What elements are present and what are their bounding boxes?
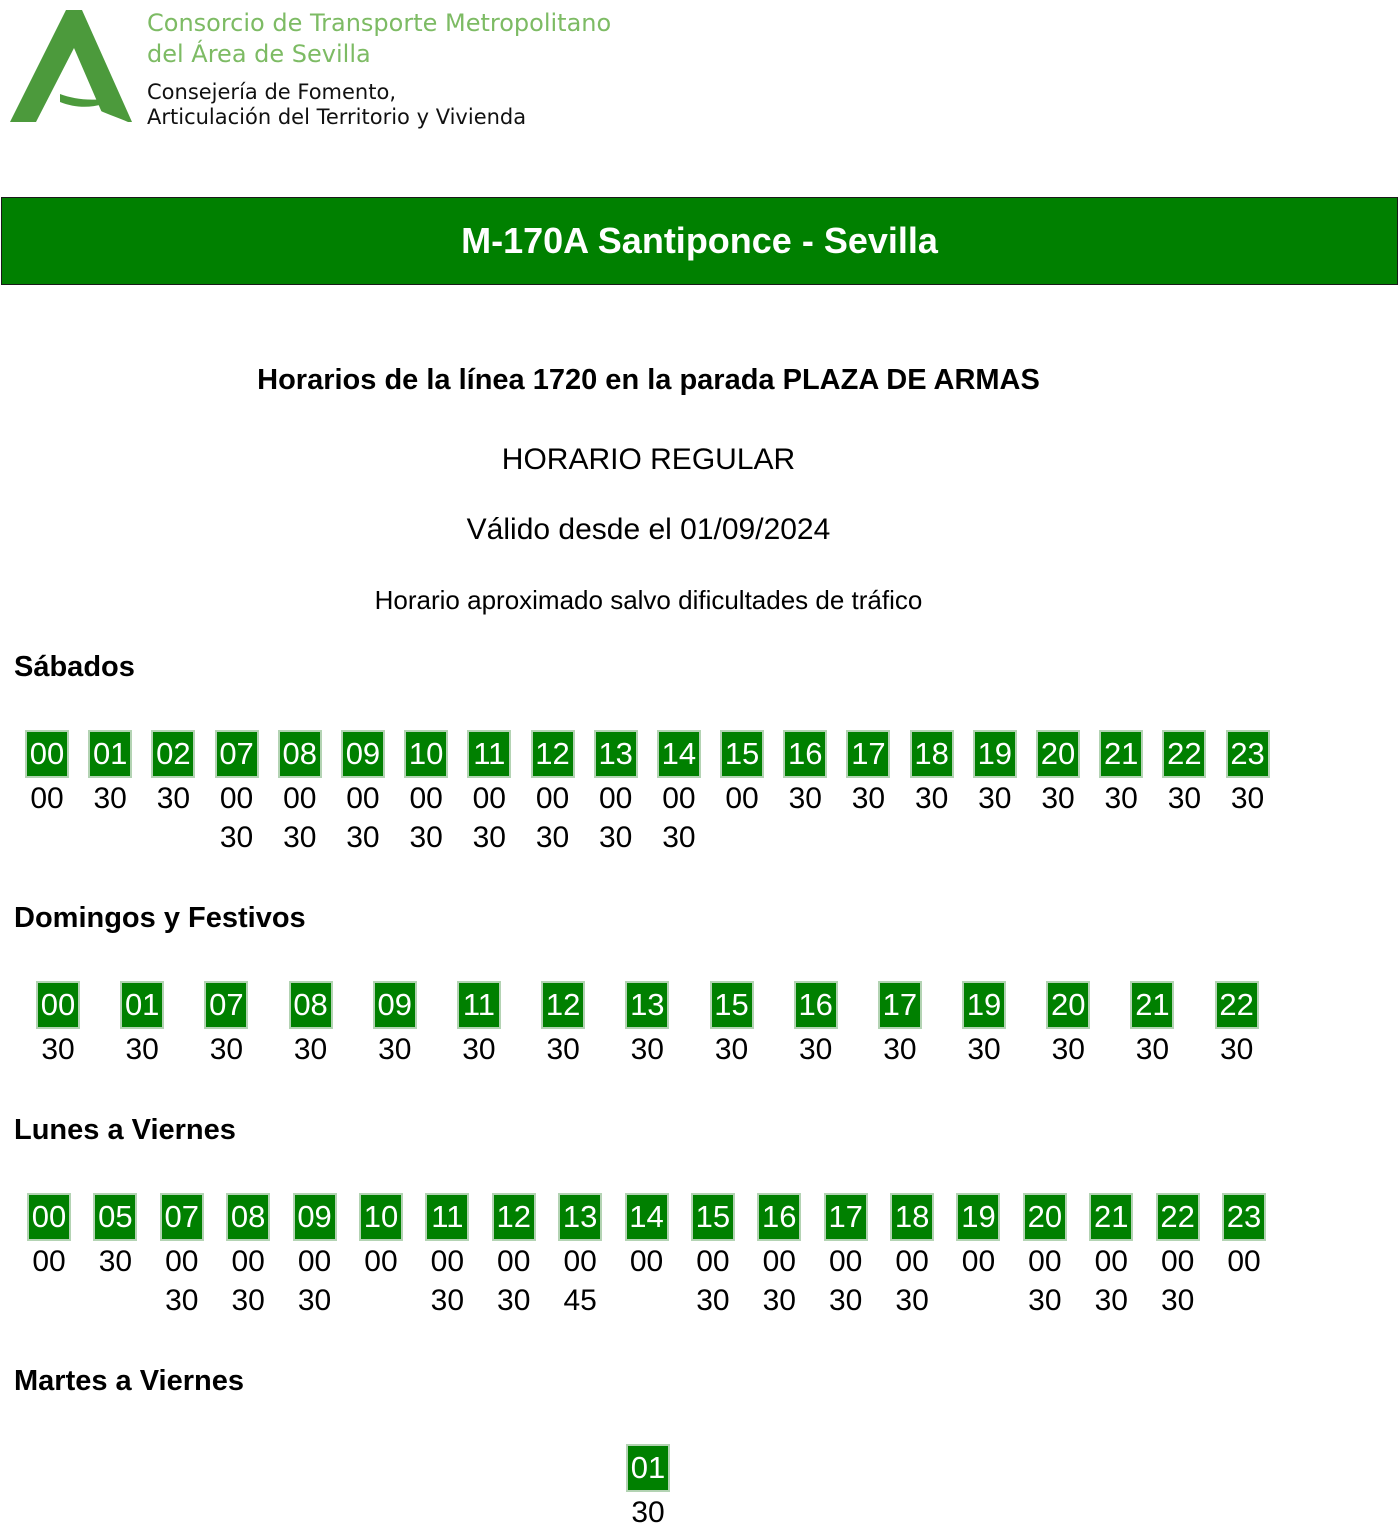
hour-box: 14 xyxy=(657,730,701,778)
minute-value: 30 xyxy=(165,1284,199,1317)
minute-value: 00 xyxy=(497,1245,531,1278)
minute-value: 30 xyxy=(799,1033,833,1066)
minutes-list xyxy=(631,1030,664,1069)
minutes-list xyxy=(662,779,695,857)
minute-value: 30 xyxy=(662,821,696,854)
hour-column xyxy=(530,730,576,857)
hour-box: 20 xyxy=(1023,1193,1067,1241)
minute-value: 30 xyxy=(297,1284,332,1317)
hour-box: 07 xyxy=(204,981,248,1029)
minutes-list xyxy=(431,1242,464,1320)
minutes-list xyxy=(298,1242,331,1320)
hour-column xyxy=(24,730,70,857)
minute-value: 30 xyxy=(714,1033,749,1066)
minute-value: 30 xyxy=(1167,782,1202,815)
minute-value: 30 xyxy=(472,821,506,854)
hour-box: 12 xyxy=(541,981,585,1029)
minute-value: 00 xyxy=(829,1245,863,1278)
hour-column xyxy=(719,730,765,857)
minutes-list xyxy=(725,779,758,818)
minutes-list xyxy=(883,1030,916,1069)
minute-value: 30 xyxy=(895,1284,929,1317)
minutes-list xyxy=(630,1242,663,1281)
hour-box: 12 xyxy=(531,730,575,778)
hour-column xyxy=(358,1193,404,1320)
hour-column xyxy=(823,1193,869,1320)
minutes-list xyxy=(829,1242,862,1320)
hour-box: 18 xyxy=(890,1193,934,1241)
hour-box: 11 xyxy=(425,1193,469,1241)
section-title-martes-viernes: Martes a Viernes xyxy=(14,1365,244,1397)
minutes-list xyxy=(1136,1030,1169,1069)
hour-column xyxy=(277,730,323,857)
hour-box: 16 xyxy=(757,1193,801,1241)
minute-value: 30 xyxy=(409,821,443,854)
hour-column xyxy=(1129,981,1175,1069)
minutes-list xyxy=(462,1030,495,1069)
hour-column xyxy=(961,981,1007,1069)
traffic-note: Horario aproximado salvo dificultades de tráfico xyxy=(374,585,923,615)
hour-box: 14 xyxy=(625,1193,669,1241)
minutes-list xyxy=(763,1242,796,1320)
minutes-list xyxy=(210,1030,243,1069)
hour-box: 08 xyxy=(278,730,322,778)
hour-column xyxy=(1088,1193,1134,1320)
department-line-2: Articulación del Territorio y Vivienda xyxy=(147,105,527,129)
minute-value: 00 xyxy=(662,782,696,815)
hour-box: 17 xyxy=(846,730,890,778)
hour-box: 11 xyxy=(457,981,501,1029)
hour-column xyxy=(793,981,839,1069)
hour-column xyxy=(1225,730,1271,857)
hour-column xyxy=(1045,981,1091,1069)
hour-box: 08 xyxy=(226,1193,270,1241)
minute-value: 30 xyxy=(156,782,191,815)
hour-box: 13 xyxy=(594,730,638,778)
hour-column xyxy=(466,730,512,857)
minutes-list xyxy=(346,779,379,857)
minutes-list xyxy=(220,779,253,857)
section-title-sabados: Sábados xyxy=(14,651,135,683)
hour-column xyxy=(288,981,334,1069)
hour-box: 13 xyxy=(558,1193,602,1241)
minutes-list xyxy=(294,1030,327,1069)
hour-column xyxy=(955,1193,1001,1320)
hour-box: 17 xyxy=(878,981,922,1029)
minute-value: 30 xyxy=(535,821,570,854)
hour-column xyxy=(92,1193,138,1320)
minutes-list xyxy=(915,779,948,818)
route-title: M-170A Santiponce - Sevilla xyxy=(461,220,938,261)
minute-value: 30 xyxy=(883,1033,917,1066)
hour-box: 17 xyxy=(824,1193,868,1241)
hour-box: 00 xyxy=(25,730,69,778)
minute-value: 30 xyxy=(851,782,886,815)
minute-value: 00 xyxy=(430,1245,465,1278)
minutes-list xyxy=(1095,1242,1128,1320)
minute-value: 30 xyxy=(462,1033,496,1066)
minutes-list xyxy=(599,779,632,857)
hour-box: 12 xyxy=(492,1193,536,1241)
route-title-banner xyxy=(1,197,1398,285)
hour-box: 18 xyxy=(910,730,954,778)
minute-value: 30 xyxy=(41,1033,75,1066)
minute-value: 30 xyxy=(631,1496,665,1529)
hour-column xyxy=(159,1193,205,1320)
hour-column xyxy=(35,981,81,1069)
minute-value: 30 xyxy=(1051,1033,1085,1066)
minute-value: 30 xyxy=(346,821,380,854)
hour-box: 19 xyxy=(956,1193,1000,1241)
minute-value: 30 xyxy=(829,1284,863,1317)
minute-value: 00 xyxy=(725,782,759,815)
hour-box: 00 xyxy=(27,1193,71,1241)
minute-value: 00 xyxy=(219,782,254,815)
minute-value: 30 xyxy=(762,1284,796,1317)
hour-box: 07 xyxy=(215,730,259,778)
minute-value: 30 xyxy=(209,1033,244,1066)
minutes-list xyxy=(1161,1242,1194,1320)
hour-column xyxy=(225,1193,271,1320)
hour-column xyxy=(292,1193,338,1320)
minute-value: 30 xyxy=(231,1284,265,1317)
minutes-list xyxy=(1168,779,1201,818)
hour-column xyxy=(372,981,418,1069)
hour-column xyxy=(624,1193,670,1320)
minutes-list xyxy=(364,1242,397,1281)
hour-column xyxy=(1035,730,1081,857)
timetable-lunes-viernes xyxy=(26,1193,1267,1320)
minutes-list xyxy=(99,1242,132,1281)
organization-text xyxy=(147,8,611,130)
hour-box: 09 xyxy=(293,1193,337,1241)
hour-box: 22 xyxy=(1156,1193,1200,1241)
department-line-1: Consejería de Fomento, xyxy=(147,80,396,104)
hour-column xyxy=(690,1193,736,1320)
minute-value: 30 xyxy=(125,1033,159,1066)
minutes-list xyxy=(126,1030,159,1069)
minute-value: 30 xyxy=(1230,782,1265,815)
minutes-list xyxy=(715,1030,748,1069)
hour-column xyxy=(340,730,386,857)
hour-column xyxy=(709,981,755,1069)
minutes-list xyxy=(41,1030,74,1069)
minute-value: 00 xyxy=(346,782,380,815)
junta-andalucia-logo xyxy=(10,10,132,126)
minute-value: 00 xyxy=(231,1245,265,1278)
minute-value: 00 xyxy=(30,782,64,815)
minute-value: 00 xyxy=(535,782,570,815)
minute-value: 30 xyxy=(914,782,949,815)
minute-value: 45 xyxy=(563,1284,597,1317)
minute-value: 30 xyxy=(430,1284,465,1317)
hour-column xyxy=(491,1193,537,1320)
org-name-line-1: Consorcio de Transporte Metropolitano xyxy=(147,9,612,37)
minutes-list xyxy=(895,1242,928,1320)
minute-value: 30 xyxy=(788,782,822,815)
hour-box: 22 xyxy=(1162,730,1206,778)
minute-value: 30 xyxy=(967,1033,1001,1066)
minutes-list xyxy=(631,1493,664,1532)
hour-column xyxy=(87,730,133,857)
minutes-list xyxy=(967,1030,1000,1069)
minutes-list xyxy=(799,1030,832,1069)
hour-column xyxy=(845,730,891,857)
minute-value: 30 xyxy=(696,1284,730,1317)
hour-column xyxy=(1221,1193,1267,1320)
minute-value: 30 xyxy=(283,821,317,854)
minute-value: 30 xyxy=(1041,782,1075,815)
minutes-list xyxy=(473,779,506,857)
hour-box: 22 xyxy=(1215,981,1259,1029)
hour-box: 02 xyxy=(151,730,195,778)
timetable-domingos xyxy=(35,981,1260,1069)
minutes-list xyxy=(165,1242,198,1320)
hour-box: 21 xyxy=(1099,730,1143,778)
hour-box: 01 xyxy=(88,730,132,778)
hour-column xyxy=(1214,981,1260,1069)
hour-box: 16 xyxy=(783,730,827,778)
minute-value: 00 xyxy=(961,1245,996,1278)
minute-value: 00 xyxy=(364,1245,398,1278)
hour-column xyxy=(26,1193,72,1320)
minute-value: 30 xyxy=(978,782,1012,815)
hour-box: 15 xyxy=(691,1193,735,1241)
minutes-list xyxy=(1041,779,1074,818)
minutes-list xyxy=(789,779,822,818)
minute-value: 30 xyxy=(219,821,254,854)
hour-box: 01 xyxy=(120,981,164,1029)
hour-box: 19 xyxy=(973,730,1017,778)
minutes-list xyxy=(231,1242,264,1320)
minutes-list xyxy=(1052,1030,1085,1069)
hour-box: 09 xyxy=(373,981,417,1029)
minute-value: 30 xyxy=(630,1033,664,1066)
hour-column xyxy=(756,1193,802,1320)
valid-from-date: Válido desde el 01/09/2024 xyxy=(466,513,831,546)
minutes-list xyxy=(962,1242,995,1281)
hour-box: 01 xyxy=(626,1444,670,1492)
minute-value: 30 xyxy=(497,1284,531,1317)
minute-value: 00 xyxy=(629,1245,664,1278)
hour-column xyxy=(1022,1193,1068,1320)
minute-value: 00 xyxy=(165,1245,199,1278)
minute-value: 00 xyxy=(1094,1245,1128,1278)
hour-column xyxy=(889,1193,935,1320)
minute-value: 30 xyxy=(98,1245,133,1278)
header xyxy=(0,0,1399,190)
hour-column xyxy=(1161,730,1207,857)
hour-column xyxy=(877,981,923,1069)
schedule-type: HORARIO REGULAR xyxy=(501,443,796,476)
minute-value: 00 xyxy=(32,1245,66,1278)
minute-value: 00 xyxy=(563,1245,597,1278)
hour-column xyxy=(1155,1193,1201,1320)
hour-box: 15 xyxy=(720,730,764,778)
hour-column xyxy=(203,981,249,1069)
minutes-list xyxy=(852,779,885,818)
hour-column xyxy=(593,730,639,857)
minutes-list xyxy=(1220,1030,1253,1069)
org-name-line-2: del Área de Sevilla xyxy=(147,40,371,68)
minute-value: 00 xyxy=(762,1245,796,1278)
hour-column xyxy=(656,730,702,857)
minutes-list xyxy=(378,1030,411,1069)
hour-box: 21 xyxy=(1130,981,1174,1029)
hour-column xyxy=(424,1193,470,1320)
minute-value: 30 xyxy=(1104,782,1138,815)
hour-box: 16 xyxy=(794,981,838,1029)
minute-value: 30 xyxy=(293,1033,328,1066)
hour-column xyxy=(150,730,196,857)
hour-column xyxy=(625,1444,671,1532)
section-title-domingos: Domingos y Festivos xyxy=(14,902,306,934)
hour-column xyxy=(456,981,502,1069)
minute-value: 30 xyxy=(1094,1284,1128,1317)
minutes-list xyxy=(497,1242,530,1320)
minutes-list xyxy=(1227,1242,1260,1281)
minute-value: 30 xyxy=(1219,1033,1254,1066)
minutes-list xyxy=(536,779,569,857)
minutes-list xyxy=(978,779,1011,818)
minute-value: 30 xyxy=(1160,1284,1195,1317)
stop-title: Horarios de la línea 1720 en la parada PLAZA DE ARMAS xyxy=(257,364,1040,396)
minute-value: 00 xyxy=(1227,1245,1261,1278)
minutes-list xyxy=(409,779,442,857)
minute-value: 00 xyxy=(472,782,506,815)
minutes-list xyxy=(563,1242,596,1320)
hour-column xyxy=(972,730,1018,857)
hour-box: 20 xyxy=(1036,730,1080,778)
hour-box: 09 xyxy=(341,730,385,778)
minute-value: 30 xyxy=(378,1033,412,1066)
minutes-list xyxy=(1105,779,1138,818)
minute-value: 00 xyxy=(1160,1245,1195,1278)
hour-box: 23 xyxy=(1222,1193,1266,1241)
hour-box: 10 xyxy=(359,1193,403,1241)
hour-box: 10 xyxy=(404,730,448,778)
minute-value: 00 xyxy=(283,782,317,815)
minute-value: 30 xyxy=(93,782,127,815)
minutes-list xyxy=(1028,1242,1061,1320)
minutes-list xyxy=(157,779,190,818)
hour-box: 21 xyxy=(1089,1193,1133,1241)
hour-box: 19 xyxy=(962,981,1006,1029)
minute-value: 00 xyxy=(409,782,443,815)
hour-box: 13 xyxy=(625,981,669,1029)
hour-column xyxy=(540,981,586,1069)
hour-box: 11 xyxy=(467,730,511,778)
minute-value: 30 xyxy=(546,1033,580,1066)
minute-value: 30 xyxy=(599,821,633,854)
minute-value: 00 xyxy=(1028,1245,1062,1278)
section-title-lunes-viernes: Lunes a Viernes xyxy=(14,1114,236,1146)
hour-box: 15 xyxy=(710,981,754,1029)
minute-value: 00 xyxy=(599,782,633,815)
minutes-list xyxy=(30,779,63,818)
hour-column xyxy=(214,730,260,857)
timetable-martes-viernes xyxy=(625,1444,671,1532)
minute-value: 00 xyxy=(696,1245,730,1278)
hour-box: 08 xyxy=(289,981,333,1029)
minutes-list xyxy=(546,1030,579,1069)
hour-column xyxy=(782,730,828,857)
hour-column xyxy=(119,981,165,1069)
minutes-list xyxy=(283,779,316,857)
minute-value: 30 xyxy=(1028,1284,1062,1317)
hour-column xyxy=(403,730,449,857)
minute-value: 30 xyxy=(1135,1033,1170,1066)
hour-box: 23 xyxy=(1226,730,1270,778)
hour-box: 20 xyxy=(1046,981,1090,1029)
minutes-list xyxy=(1231,779,1264,818)
hour-column xyxy=(557,1193,603,1320)
minutes-list xyxy=(94,779,127,818)
minute-value: 00 xyxy=(895,1245,929,1278)
timetable-sabados xyxy=(24,730,1271,857)
minute-value: 00 xyxy=(297,1245,332,1278)
hour-box: 07 xyxy=(160,1193,204,1241)
hour-column xyxy=(909,730,955,857)
minutes-list xyxy=(696,1242,729,1320)
hour-box: 00 xyxy=(36,981,80,1029)
hour-column xyxy=(624,981,670,1069)
hour-box: 05 xyxy=(93,1193,137,1241)
hour-column xyxy=(1098,730,1144,857)
minutes-list xyxy=(32,1242,65,1281)
